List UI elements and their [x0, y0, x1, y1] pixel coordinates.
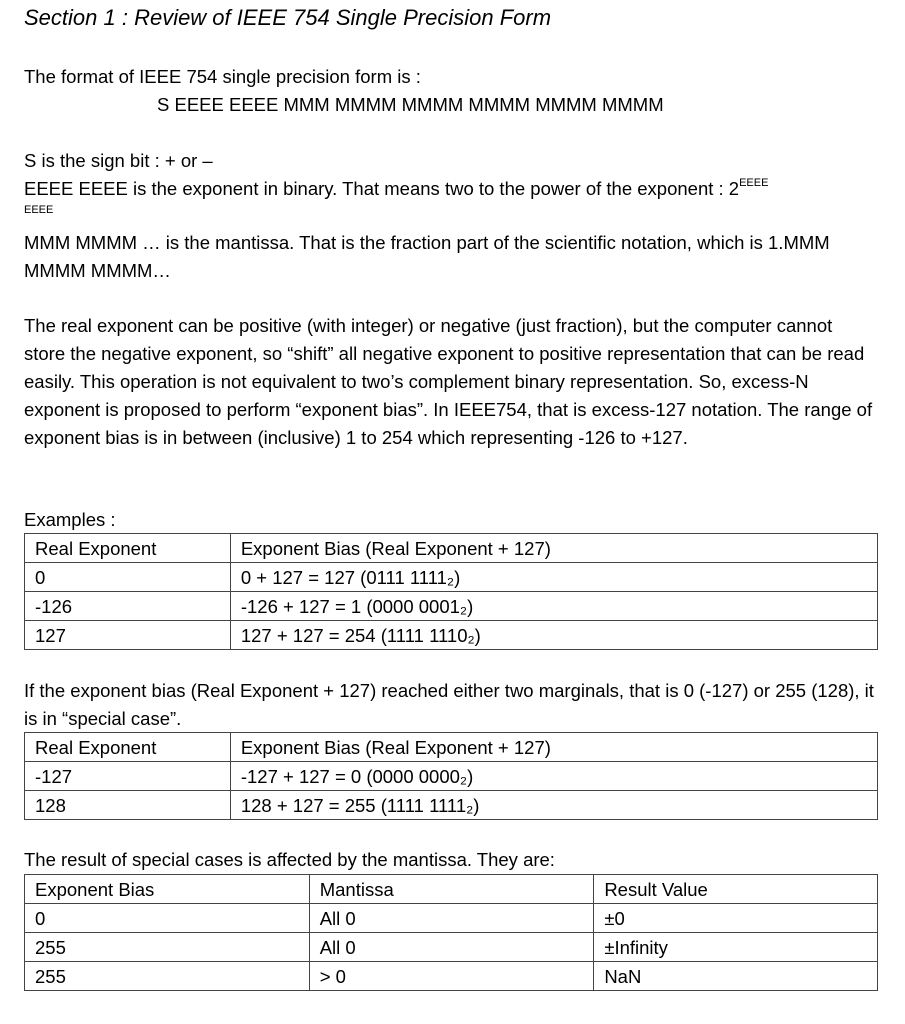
examples-label: Examples : [24, 509, 116, 530]
table-cell: -127 + 127 = 0 (0000 0000₂) [230, 762, 877, 791]
sign-bit-text: S is the sign bit : + or – [24, 150, 213, 171]
table-cell: All 0 [309, 904, 594, 933]
table-header-cell: Real Exponent [25, 733, 231, 762]
table-header-cell: Exponent Bias (Real Exponent + 127) [230, 534, 877, 563]
table-cell: 0 [25, 563, 231, 592]
format-pattern: S EEEE EEEE MMM MMMM MMMM MMMM MMMM MMMM [157, 94, 664, 115]
table-row [25, 791, 878, 820]
table-row [25, 621, 878, 650]
table-cell: All 0 [309, 933, 594, 962]
table-row [25, 592, 878, 621]
table-cell: 128 [25, 791, 231, 820]
table-cell: NaN [594, 962, 878, 991]
special-case-paragraph: If the exponent bias (Real Exponent + 127) reached either two marginals, that is 0 (-127) or 255 (128), it is in “special case”. [24, 680, 874, 729]
table-row [25, 762, 878, 791]
exponent-text-main: EEEE EEEE is the exponent in binary. That means two to the power of the exponent : 2 [24, 178, 740, 199]
table-cell: -126 [25, 592, 231, 621]
table-row [25, 563, 878, 592]
mantissa-paragraph: MMM MMMM … is the mantissa. That is the fraction part of the scientific notation, which is 1.MMM MMMM MMMM… [24, 232, 830, 281]
section-title: Section 1 : Review of IEEE 754 Single Precision Form [24, 5, 552, 30]
table-cell: 255 [25, 933, 310, 962]
table-header-cell: Real Exponent [25, 534, 231, 563]
table-cell: 128 + 127 = 255 (1111 1111₂) [230, 791, 877, 820]
special-case-table [24, 732, 878, 820]
table-cell: > 0 [309, 962, 594, 991]
table-cell: ±0 [594, 904, 878, 933]
table-cell: -127 [25, 762, 231, 791]
table-header-cell: Exponent Bias (Real Exponent + 127) [230, 733, 877, 762]
exponent-superscript: EEEE [739, 177, 769, 189]
table-cell: 255 [25, 962, 310, 991]
table-row [25, 933, 878, 962]
exponent-text [24, 178, 768, 200]
table-cell: 0 [25, 904, 310, 933]
table-cell: ±Infinity [594, 933, 878, 962]
table-cell: 0 + 127 = 127 (0111 1111₂) [230, 563, 877, 592]
exponent-subscript-line: EEEE [24, 204, 54, 216]
table-header-cell: Exponent Bias [25, 875, 310, 904]
format-intro: The format of IEEE 754 single precision form is : [24, 66, 421, 87]
bias-paragraph: The real exponent can be positive (with integer) or negative (just fraction), but the computer cannot store the negative exponent, so “shift” all negative exponent to positive representation that can be read easily. This operation is not equivalent to two’s complement binary representation. So, excess-N exponent is proposed to perform “exponent bias”. In IEEE754, that is excess-127 notation. The range of exponent bias is in between (inclusive) 1 to 254 which representing -126 to +127. [24, 315, 873, 448]
table-cell: 127 + 127 = 254 (1111 1110₂) [230, 621, 877, 650]
result-intro: The result of special cases is affected by the mantissa. They are: [24, 849, 555, 870]
table-header-row [25, 875, 878, 904]
special-result-table [24, 874, 878, 991]
table-header-cell: Mantissa [309, 875, 594, 904]
table-header-cell: Result Value [594, 875, 878, 904]
examples-table [24, 533, 878, 650]
table-row [25, 904, 878, 933]
table-header-row [25, 534, 878, 563]
table-cell: 127 [25, 621, 231, 650]
table-header-row [25, 733, 878, 762]
table-row [25, 962, 878, 991]
table-cell: -126 + 127 = 1 (0000 0001₂) [230, 592, 877, 621]
